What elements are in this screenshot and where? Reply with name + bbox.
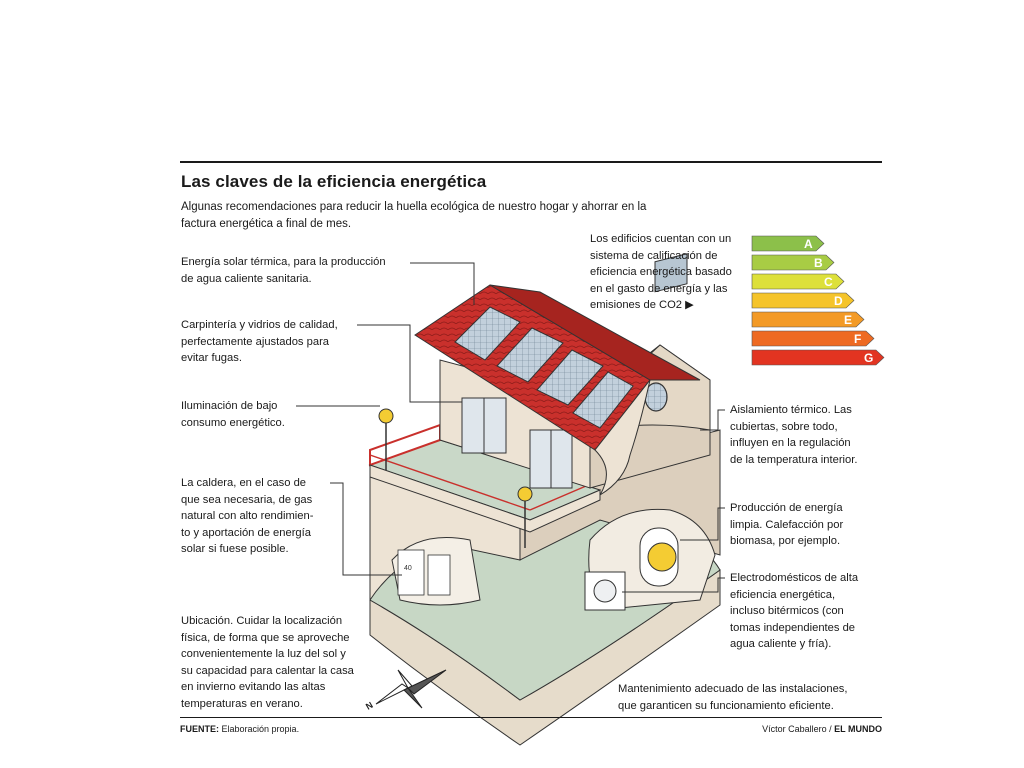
label-boiler: La caldera, en el caso de que sea necesaria, de gas natural con alto rendimien- to y aportación de energía solar si fuese posible.	[181, 477, 314, 555]
kitchen-cabinet	[428, 555, 450, 595]
rating-letter-a: A	[804, 237, 813, 251]
page-title: Las claves de la eficiencia energética	[181, 172, 487, 191]
label-lighting: Iluminación de bajo consumo energético.	[181, 400, 285, 429]
label-maintenance: Mantenimiento adecuado de las instalaciones, que garanticen su funcionamiento eficiente.	[618, 683, 848, 712]
author-name: Víctor Caballero /	[762, 724, 832, 734]
label-rating-system: Los edificios cuentan con un sistema de calificación de eficiencia energética basado en el gasto de energía y las emisiones de CO2 ▶	[590, 233, 732, 311]
balcony-door-right	[530, 430, 572, 488]
label-location: Ubicación. Cuidar la localización física, de forma que se aproveche convenientemente la luz del sol y su capacidad para calentar la casa en invierno evitando las altas temperaturas en verano.	[181, 615, 354, 710]
publication-name: EL MUNDO	[834, 724, 882, 734]
rating-letter-g: G	[864, 351, 874, 365]
source-label: FUENTE:	[180, 724, 219, 734]
rating-letter-f: F	[854, 332, 862, 346]
appliance-number: 40	[404, 565, 412, 572]
balcony-door-left	[462, 398, 506, 453]
author-credit	[762, 724, 882, 734]
rating-letter-b: B	[814, 256, 823, 270]
compass-north-letter: N	[364, 699, 375, 712]
rating-letter-d: D	[834, 294, 843, 308]
label-clean-energy: Producción de energía limpia. Calefacción por biomasa, por ejemplo.	[730, 502, 844, 547]
source-credit	[180, 724, 299, 734]
label-carpentry: Carpintería y vidrios de calidad, perfectamente ajustados para evitar fugas.	[181, 319, 338, 364]
washing-machine-door	[594, 580, 616, 602]
rating-letter-e: E	[844, 313, 853, 327]
label-appliances: Electrodomésticos de alta eficiencia energética, incluso bitérmicos (con tomas independientes de agua caliente y fría).	[730, 572, 859, 650]
rating-letter-c: C	[824, 275, 833, 289]
water-heater-dial	[648, 543, 676, 571]
compass-rose	[364, 670, 446, 712]
energy-rating-chart	[752, 236, 884, 365]
label-solar-energy: Energía solar térmica, para la producción de agua caliente sanitaria.	[181, 256, 386, 285]
bottom-rule	[180, 717, 882, 718]
rating-bar-a	[752, 236, 824, 251]
source-text: Elaboración propia.	[221, 724, 300, 734]
kitchen-fridge	[398, 550, 424, 595]
top-rule	[180, 161, 882, 163]
label-insulation: Aislamiento térmico. Las cubiertas, sobre todo, influyen en la regulación de la temperatura interior.	[730, 404, 858, 466]
page-subtitle: Algunas recomendaciones para reducir la huella ecológica de nuestro hogar y ahorrar en la factura energética a final de mes.	[181, 201, 647, 230]
